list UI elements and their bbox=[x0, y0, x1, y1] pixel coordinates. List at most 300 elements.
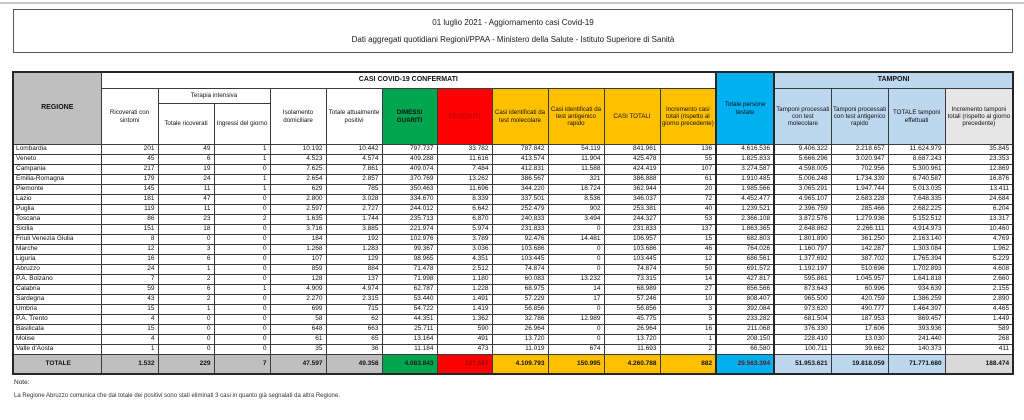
note-label: Note: bbox=[14, 379, 30, 386]
value-cell: 424.419 bbox=[604, 165, 660, 175]
value-cell: 1.635 bbox=[270, 215, 326, 225]
value-cell: 7.861 bbox=[326, 165, 382, 175]
header-totale-attualmente-positivi: Totale attualmente positivi bbox=[326, 89, 382, 145]
region-name-cell: P.A. Bolzano bbox=[13, 275, 101, 285]
value-cell: 1.377.692 bbox=[774, 255, 831, 265]
value-cell: 3.274.587 bbox=[716, 165, 774, 175]
value-cell: 8.536 bbox=[548, 195, 604, 205]
value-cell: 4.083.843 bbox=[382, 355, 437, 375]
value-cell: 4.465 bbox=[945, 305, 1013, 315]
value-cell: 0 bbox=[214, 205, 270, 215]
value-cell: 187.953 bbox=[831, 315, 888, 325]
value-cell: 43 bbox=[101, 295, 158, 305]
value-cell: 2.648.862 bbox=[774, 225, 831, 235]
value-cell: 702.956 bbox=[831, 165, 888, 175]
region-name-cell: Sicilia bbox=[13, 225, 101, 235]
value-cell: 6.740.587 bbox=[888, 175, 945, 185]
value-cell: 6.642 bbox=[437, 205, 492, 215]
table-row bbox=[13, 255, 1013, 265]
value-cell: 1.985.566 bbox=[716, 185, 774, 195]
value-cell: 107 bbox=[270, 255, 326, 265]
value-cell: 35 bbox=[270, 345, 326, 355]
header-casi-totali: CASI TOTALI bbox=[604, 89, 660, 145]
value-cell: 10.460 bbox=[945, 225, 1013, 235]
value-cell: 11.693 bbox=[604, 345, 660, 355]
value-cell: 4 bbox=[101, 335, 158, 345]
value-cell: 119 bbox=[101, 205, 158, 215]
value-cell: 7.625 bbox=[270, 165, 326, 175]
value-cell: 71.771.680 bbox=[888, 355, 945, 375]
value-cell: 490.777 bbox=[831, 305, 888, 315]
value-cell: 5.006.248 bbox=[774, 175, 831, 185]
value-cell: 882 bbox=[660, 355, 716, 375]
value-cell: 208.150 bbox=[716, 335, 774, 345]
value-cell: 54.722 bbox=[382, 305, 437, 315]
value-cell: 841.961 bbox=[604, 145, 660, 155]
value-cell: 869.457 bbox=[888, 315, 945, 325]
table-row bbox=[13, 235, 1013, 245]
value-cell: 0 bbox=[214, 315, 270, 325]
value-cell: 0 bbox=[214, 235, 270, 245]
header-tamponi-molecolare: Tamponi processati con test molecolare bbox=[774, 89, 831, 145]
value-cell: 797.737 bbox=[382, 145, 437, 155]
value-cell: 1.160.797 bbox=[774, 245, 831, 255]
value-cell: 3.789 bbox=[437, 235, 492, 245]
value-cell: 12.989 bbox=[548, 315, 604, 325]
value-cell: 4 bbox=[101, 315, 158, 325]
value-cell: 68.989 bbox=[604, 285, 660, 295]
value-cell: 13.720 bbox=[492, 335, 548, 345]
value-cell: 12.869 bbox=[945, 165, 1013, 175]
table-row bbox=[13, 275, 1013, 285]
value-cell: 3.885 bbox=[326, 225, 382, 235]
value-cell: 393.936 bbox=[888, 325, 945, 335]
value-cell: 1.228 bbox=[437, 285, 492, 295]
header-dimessi-guariti: DIMESSI GUARITI bbox=[382, 89, 437, 145]
value-cell: 0 bbox=[158, 345, 214, 355]
value-cell: 98.965 bbox=[382, 255, 437, 265]
value-cell: 233.282 bbox=[716, 315, 774, 325]
value-cell: 14.481 bbox=[548, 235, 604, 245]
value-cell: 36 bbox=[326, 345, 382, 355]
value-cell: 787.842 bbox=[492, 145, 548, 155]
value-cell: 3.020.947 bbox=[831, 155, 888, 165]
value-cell: 362.944 bbox=[604, 185, 660, 195]
value-cell: 4.974 bbox=[326, 285, 382, 295]
value-cell: 376.330 bbox=[774, 325, 831, 335]
header-tamponi-antigenico: Tamponi processati con test antigenico rapido bbox=[831, 89, 888, 145]
value-cell: 44.351 bbox=[382, 315, 437, 325]
value-cell: 0 bbox=[214, 275, 270, 285]
header-deceduti: DECEDUTI bbox=[437, 89, 492, 145]
value-cell: 5 bbox=[660, 315, 716, 325]
value-cell: 17.606 bbox=[831, 325, 888, 335]
table-row bbox=[13, 205, 1013, 215]
value-cell: 1.702.893 bbox=[888, 265, 945, 275]
value-cell: 59 bbox=[101, 285, 158, 295]
value-cell: 413.574 bbox=[492, 155, 548, 165]
value-cell: 0 bbox=[214, 165, 270, 175]
table-row bbox=[13, 245, 1013, 255]
value-cell: 18 bbox=[158, 225, 214, 235]
value-cell: 3.494 bbox=[548, 215, 604, 225]
value-cell: 55 bbox=[660, 155, 716, 165]
group-header-casi-confermati: CASI COVID-19 CONFERMATI bbox=[101, 72, 716, 89]
value-cell: 491 bbox=[437, 335, 492, 345]
value-cell: 1 bbox=[214, 285, 270, 295]
value-cell: 2.155 bbox=[945, 285, 1013, 295]
value-cell: 1 bbox=[101, 345, 158, 355]
table-row bbox=[13, 305, 1013, 315]
value-cell: 11.696 bbox=[437, 185, 492, 195]
value-cell: 6.204 bbox=[945, 205, 1013, 215]
table-row bbox=[13, 335, 1013, 345]
value-cell: 13.030 bbox=[831, 335, 888, 345]
value-cell: 785 bbox=[326, 185, 382, 195]
value-cell: 337.501 bbox=[492, 195, 548, 205]
region-name-cell: Toscana bbox=[13, 215, 101, 225]
value-cell: 128 bbox=[270, 275, 326, 285]
value-cell: 240.833 bbox=[492, 215, 548, 225]
value-cell: 674 bbox=[548, 345, 604, 355]
value-cell: 57.246 bbox=[604, 295, 660, 305]
value-cell: 0 bbox=[158, 335, 214, 345]
table-row bbox=[13, 155, 1013, 165]
value-cell: 29.563.394 bbox=[716, 355, 774, 375]
covid-data-table bbox=[12, 71, 1014, 375]
value-cell: 16.876 bbox=[945, 175, 1013, 185]
value-cell: 231.833 bbox=[492, 225, 548, 235]
covid-table-wrapper bbox=[12, 71, 1012, 375]
value-cell: 11.904 bbox=[548, 155, 604, 165]
value-cell: 8.339 bbox=[437, 195, 492, 205]
value-cell: 252.479 bbox=[492, 205, 548, 215]
value-cell: 103.686 bbox=[604, 245, 660, 255]
header-casi-test-antigenico: Casi identificati da test antigenico rapido bbox=[548, 89, 604, 145]
value-cell: 590 bbox=[437, 325, 492, 335]
value-cell: 184 bbox=[270, 235, 326, 245]
value-cell: 370.769 bbox=[382, 175, 437, 185]
value-cell: 35.845 bbox=[945, 145, 1013, 155]
value-cell: 24 bbox=[101, 265, 158, 275]
value-cell: 11.624.979 bbox=[888, 145, 945, 155]
value-cell: 392.084 bbox=[716, 305, 774, 315]
value-cell: 1 bbox=[214, 155, 270, 165]
value-cell: 285.466 bbox=[831, 205, 888, 215]
value-cell: 62.787 bbox=[382, 285, 437, 295]
value-cell: 137 bbox=[660, 225, 716, 235]
table-row bbox=[13, 225, 1013, 235]
value-cell: 4.260.788 bbox=[604, 355, 660, 375]
value-cell: 1.180 bbox=[437, 275, 492, 285]
value-cell: 181 bbox=[101, 195, 158, 205]
value-cell: 129 bbox=[326, 255, 382, 265]
value-cell: 68.975 bbox=[492, 285, 548, 295]
value-cell: 973.620 bbox=[774, 305, 831, 315]
region-name-cell: Calabria bbox=[13, 285, 101, 295]
value-cell: 1.863.365 bbox=[716, 225, 774, 235]
value-cell: 902 bbox=[548, 205, 604, 215]
value-cell: 61 bbox=[660, 175, 716, 185]
value-cell: 0 bbox=[548, 225, 604, 235]
value-cell: 19 bbox=[158, 165, 214, 175]
region-name-cell: Abruzzo bbox=[13, 265, 101, 275]
value-cell: 74.874 bbox=[492, 265, 548, 275]
value-cell: 2 bbox=[158, 295, 214, 305]
value-cell: 1.362 bbox=[437, 315, 492, 325]
value-cell: 1.910.485 bbox=[716, 175, 774, 185]
value-cell: 61 bbox=[270, 335, 326, 345]
value-cell: 16 bbox=[660, 325, 716, 335]
value-cell: 3.065.291 bbox=[774, 185, 831, 195]
value-cell: 142.287 bbox=[831, 245, 888, 255]
value-cell: 235.713 bbox=[382, 215, 437, 225]
value-cell: 1.239.521 bbox=[716, 205, 774, 215]
region-name-cell: Veneto bbox=[13, 155, 101, 165]
note-text: La Regione Abruzzo comunica che dal totale dei positivi sono stati eliminati 3 casi in quanto già segnalati da altra Regione. bbox=[14, 393, 340, 399]
value-cell: 1.744 bbox=[326, 215, 382, 225]
value-cell: 3.036 bbox=[437, 245, 492, 255]
value-cell: 0 bbox=[548, 335, 604, 345]
value-cell: 192 bbox=[326, 235, 382, 245]
value-cell: 0 bbox=[158, 325, 214, 335]
region-name-cell: P.A. Trento bbox=[13, 315, 101, 325]
table-row bbox=[13, 345, 1013, 355]
value-cell: 589 bbox=[945, 325, 1013, 335]
value-cell: 412.831 bbox=[492, 165, 548, 175]
value-cell: 0 bbox=[548, 255, 604, 265]
value-cell: 73.315 bbox=[604, 275, 660, 285]
value-cell: 32.786 bbox=[492, 315, 548, 325]
value-cell: 14 bbox=[548, 285, 604, 295]
value-cell: 510.696 bbox=[831, 265, 888, 275]
table-row bbox=[13, 315, 1013, 325]
value-cell: 425.478 bbox=[604, 155, 660, 165]
value-cell: 808.407 bbox=[716, 295, 774, 305]
value-cell: 411 bbox=[945, 345, 1013, 355]
value-cell: 934.639 bbox=[888, 285, 945, 295]
value-cell: 1 bbox=[660, 335, 716, 345]
value-cell: 15 bbox=[660, 235, 716, 245]
value-cell: 1.303.084 bbox=[888, 245, 945, 255]
value-cell: 2.366.108 bbox=[716, 215, 774, 225]
value-cell: 1 bbox=[214, 185, 270, 195]
value-cell: 53.440 bbox=[382, 295, 437, 305]
value-cell: 2.857 bbox=[326, 175, 382, 185]
value-cell: 386.567 bbox=[492, 175, 548, 185]
value-cell: 2.218.657 bbox=[831, 145, 888, 155]
value-cell: 6 bbox=[158, 155, 214, 165]
table-row bbox=[13, 285, 1013, 295]
table-row bbox=[13, 165, 1013, 175]
value-cell: 3.716 bbox=[270, 225, 326, 235]
value-cell: 103.686 bbox=[492, 245, 548, 255]
value-cell: 1.386.259 bbox=[888, 295, 945, 305]
value-cell: 0 bbox=[214, 195, 270, 205]
report-subtitle: Dati aggregati quotidiani Regioni/PPAA - Ministero della Salute - Istituto Superiore di Sanità bbox=[351, 35, 675, 44]
table-row bbox=[13, 175, 1013, 185]
value-cell: 595.861 bbox=[774, 275, 831, 285]
value-cell: 10.442 bbox=[326, 145, 382, 155]
header-casi-test-molecolare: Casi identificati da test molecolare bbox=[492, 89, 548, 145]
value-cell: 102.976 bbox=[382, 235, 437, 245]
value-cell: 241.440 bbox=[888, 335, 945, 345]
value-cell: 0 bbox=[214, 245, 270, 255]
value-cell: 150.995 bbox=[548, 355, 604, 375]
value-cell: 2.396.759 bbox=[774, 205, 831, 215]
value-cell: 1.801.890 bbox=[774, 235, 831, 245]
value-cell: 5.013.035 bbox=[888, 185, 945, 195]
value-cell: 2.163.140 bbox=[888, 235, 945, 245]
value-cell: 13.232 bbox=[548, 275, 604, 285]
value-cell: 764.026 bbox=[716, 245, 774, 255]
value-cell: 11 bbox=[158, 185, 214, 195]
header-isolamento-domiciliare: Isolamento domiciliare bbox=[270, 89, 326, 145]
value-cell: 188.474 bbox=[945, 355, 1013, 375]
value-cell: 6.870 bbox=[437, 215, 492, 225]
value-cell: 7.648.335 bbox=[888, 195, 945, 205]
header-incremento-tamponi: Incremento tamponi totali (rispetto al giorno precedente) bbox=[945, 89, 1013, 145]
value-cell: 346.037 bbox=[604, 195, 660, 205]
value-cell: 3.872.576 bbox=[774, 215, 831, 225]
value-cell: 13.262 bbox=[437, 175, 492, 185]
value-cell: 2.890 bbox=[945, 295, 1013, 305]
value-cell: 27 bbox=[660, 285, 716, 295]
value-cell: 4.909 bbox=[270, 285, 326, 295]
value-cell: 4.965.107 bbox=[774, 195, 831, 205]
value-cell: 49 bbox=[158, 145, 214, 155]
header-terapia-totale-ricoverati: Totale ricoverati bbox=[158, 104, 214, 145]
header-regione: REGIONE bbox=[13, 72, 101, 145]
value-cell: 4.769 bbox=[945, 235, 1013, 245]
value-cell: 5.300.961 bbox=[888, 165, 945, 175]
value-cell: 1.283 bbox=[326, 245, 382, 255]
value-cell: 201 bbox=[101, 145, 158, 155]
value-cell: 86 bbox=[101, 215, 158, 225]
value-cell: 5.152.512 bbox=[888, 215, 945, 225]
value-cell: 99.367 bbox=[382, 245, 437, 255]
value-cell: 4.523 bbox=[270, 155, 326, 165]
value-cell: 409.288 bbox=[382, 155, 437, 165]
value-cell: 13.317 bbox=[945, 215, 1013, 225]
value-cell: 4.608 bbox=[945, 265, 1013, 275]
value-cell: 686.561 bbox=[716, 255, 774, 265]
value-cell: 11.616 bbox=[437, 155, 492, 165]
value-cell: 344.220 bbox=[492, 185, 548, 195]
value-cell: 103.445 bbox=[492, 255, 548, 265]
value-cell: 217 bbox=[101, 165, 158, 175]
value-cell: 4.351 bbox=[437, 255, 492, 265]
value-cell: 3 bbox=[158, 245, 214, 255]
value-cell: 629 bbox=[270, 185, 326, 195]
value-cell: 4.598.005 bbox=[774, 165, 831, 175]
value-cell: 39.662 bbox=[831, 345, 888, 355]
value-cell: 24.684 bbox=[945, 195, 1013, 205]
region-name-cell: Lazio bbox=[13, 195, 101, 205]
value-cell: 74.874 bbox=[604, 265, 660, 275]
region-name-cell: Campania bbox=[13, 165, 101, 175]
value-cell: 18.724 bbox=[548, 185, 604, 195]
value-cell: 103.445 bbox=[604, 255, 660, 265]
value-cell: 1 bbox=[214, 145, 270, 155]
value-cell: 1.279.936 bbox=[831, 215, 888, 225]
value-cell: 2.654 bbox=[270, 175, 326, 185]
table-row bbox=[13, 215, 1013, 225]
value-cell: 350.463 bbox=[382, 185, 437, 195]
value-cell: 12 bbox=[660, 255, 716, 265]
value-cell: 1 bbox=[158, 265, 214, 275]
value-cell: 2.683.228 bbox=[831, 195, 888, 205]
header-incremento-casi-totali: Incremento casi totali (rispetto al giorno precedente) bbox=[660, 89, 716, 145]
value-cell: 228.410 bbox=[774, 335, 831, 345]
value-cell: 361.250 bbox=[831, 235, 888, 245]
value-cell: 9.406.322 bbox=[774, 145, 831, 155]
value-cell: 23 bbox=[158, 215, 214, 225]
value-cell: 682.803 bbox=[716, 235, 774, 245]
region-name-cell: Molise bbox=[13, 335, 101, 345]
value-cell: 1.641.818 bbox=[888, 275, 945, 285]
value-cell: 15 bbox=[101, 325, 158, 335]
report-title-box bbox=[13, 9, 1013, 53]
value-cell: 16 bbox=[101, 255, 158, 265]
value-cell: 0 bbox=[214, 225, 270, 235]
value-cell: 231.833 bbox=[604, 225, 660, 235]
value-cell: 386.888 bbox=[604, 175, 660, 185]
value-cell: 60.996 bbox=[831, 285, 888, 295]
header-terapia-ingressi-giorno: Ingressi del giorno bbox=[214, 104, 270, 145]
value-cell: 253.381 bbox=[604, 205, 660, 215]
value-cell: 0 bbox=[548, 305, 604, 315]
value-cell: 7 bbox=[214, 355, 270, 375]
value-cell: 2.597 bbox=[270, 205, 326, 215]
value-cell: 24 bbox=[158, 175, 214, 185]
value-cell: 17 bbox=[548, 295, 604, 305]
value-cell: 0 bbox=[158, 315, 214, 325]
value-cell: 681.504 bbox=[774, 315, 831, 325]
value-cell: 2.270 bbox=[270, 295, 326, 305]
value-cell: 56.856 bbox=[492, 305, 548, 315]
value-cell: 2.266.111 bbox=[831, 225, 888, 235]
value-cell: 427.817 bbox=[716, 275, 774, 285]
value-cell: 72 bbox=[660, 195, 716, 205]
table-row bbox=[13, 265, 1013, 275]
value-cell: 6 bbox=[158, 285, 214, 295]
region-name-cell: Basilicata bbox=[13, 325, 101, 335]
region-name-cell: Lombardia bbox=[13, 145, 101, 155]
value-cell: 60.083 bbox=[492, 275, 548, 285]
value-cell: 47.597 bbox=[270, 355, 326, 375]
value-cell: 1.464.397 bbox=[888, 305, 945, 315]
value-cell: 106.957 bbox=[604, 235, 660, 245]
value-cell: 1.532 bbox=[101, 355, 158, 375]
table-row bbox=[13, 325, 1013, 335]
value-cell: 136 bbox=[660, 145, 716, 155]
value-cell: 1 bbox=[214, 175, 270, 185]
group-header-tamponi: TAMPONI bbox=[774, 72, 1013, 89]
value-cell: 107 bbox=[660, 165, 716, 175]
value-cell: 15 bbox=[101, 305, 158, 315]
value-cell: 5.666.296 bbox=[774, 155, 831, 165]
value-cell: 859 bbox=[270, 265, 326, 275]
value-cell: 268 bbox=[945, 335, 1013, 345]
value-cell: 56.856 bbox=[604, 305, 660, 315]
value-cell: 65 bbox=[326, 335, 382, 345]
value-cell: 71.478 bbox=[382, 265, 437, 275]
table-row bbox=[13, 185, 1013, 195]
value-cell: 873.643 bbox=[774, 285, 831, 295]
value-cell: 1.962 bbox=[945, 245, 1013, 255]
value-cell: 151 bbox=[101, 225, 158, 235]
